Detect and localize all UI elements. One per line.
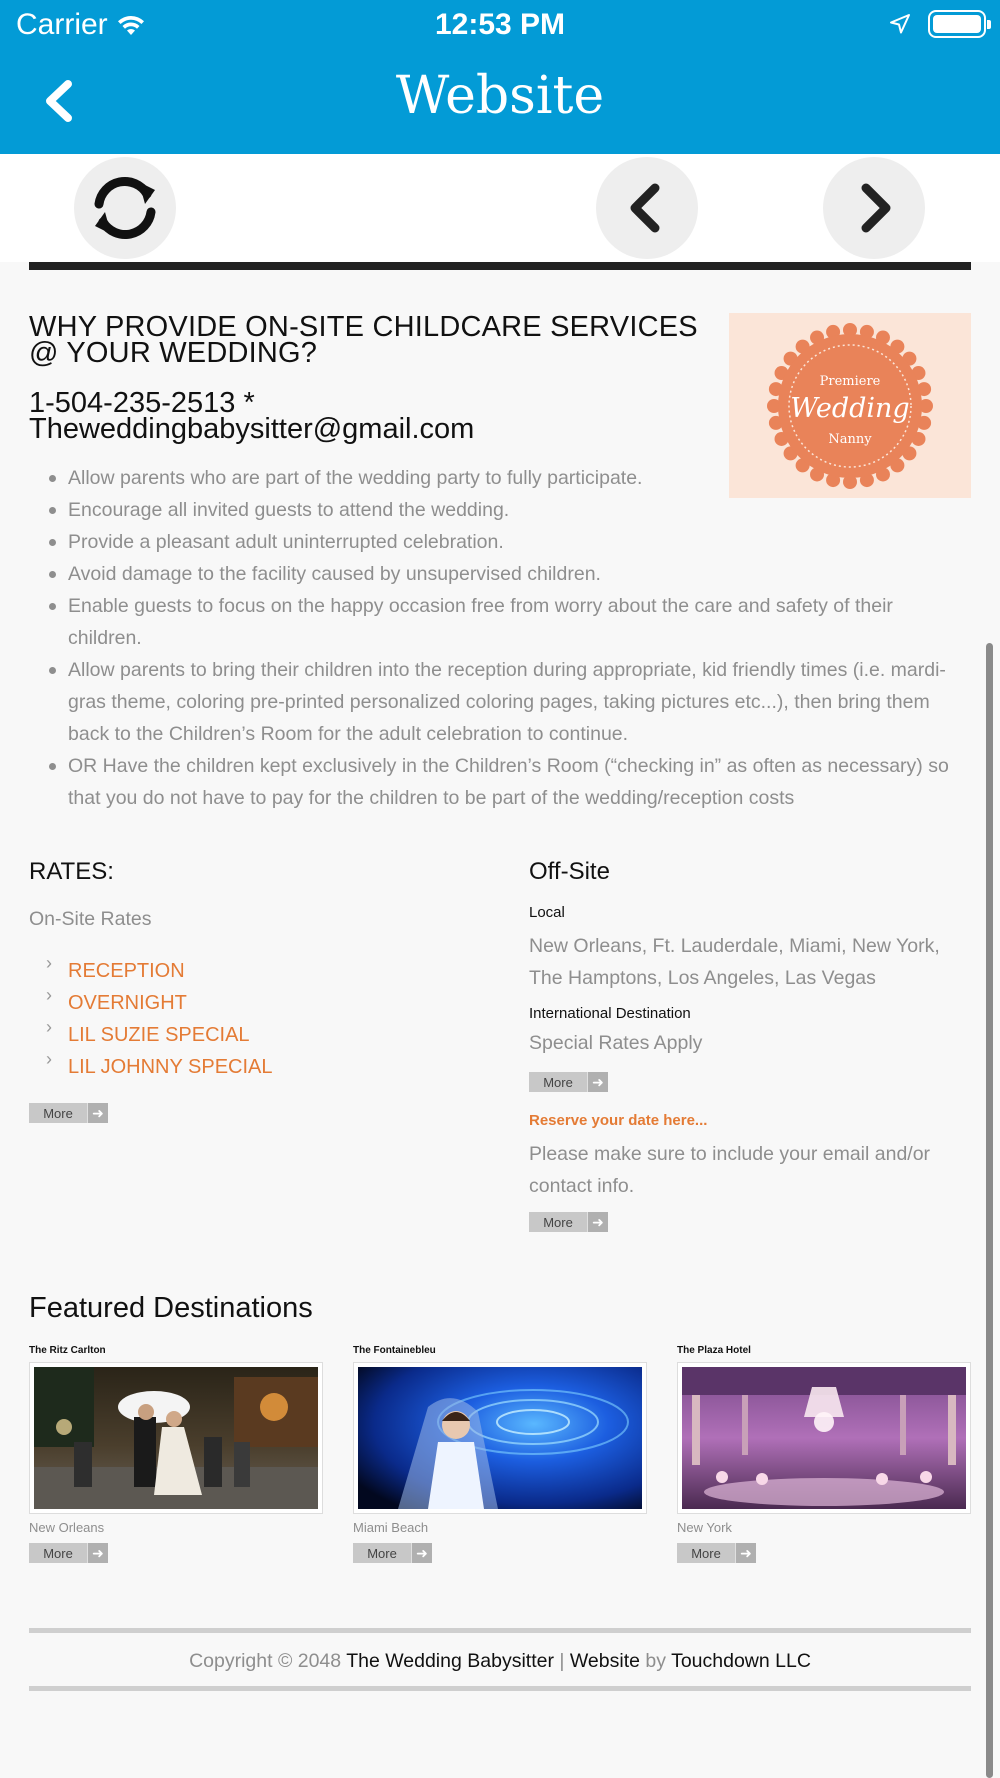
badge-top-text: Premiere bbox=[819, 373, 881, 389]
more-label: More bbox=[543, 1214, 573, 1230]
phone-line[interactable]: 1-504-235-2513 * bbox=[29, 387, 255, 419]
rates-list bbox=[29, 955, 273, 1083]
local-cities: New Orleans, Ft. Lauderdale, Miami, New York, The Hamptons, Los Angeles, Las Vegas bbox=[529, 935, 940, 989]
contact-info bbox=[29, 387, 729, 445]
rate-link-lil-suzie[interactable]: › LIL SUZIE SPECIAL bbox=[29, 1019, 273, 1051]
browser-toolbar bbox=[0, 154, 1000, 262]
destination-name[interactable]: The Plaza Hotel bbox=[677, 1345, 751, 1356]
list-item: Allow parents to bring their children into the reception during appropriate, kid friendly times (i.e. mardi-gras theme, coloring pre-printed personalized coloring pages, taking pictures etc...), then bring them back to the Children’s Room for the adult celebration to continue. bbox=[29, 654, 969, 750]
location-arrow-icon bbox=[888, 12, 912, 36]
website-link[interactable]: Website bbox=[569, 1650, 640, 1672]
footer-by: by bbox=[645, 1650, 666, 1672]
destination-card bbox=[353, 1345, 647, 1563]
international-text: Special Rates Apply bbox=[529, 1032, 703, 1054]
list-item: Provide a pleasant adult uninterrupted celebration. bbox=[29, 526, 969, 558]
onsite-rates-label: On-Site Rates bbox=[29, 908, 152, 930]
arrow-right-icon: ➜ bbox=[735, 1543, 756, 1563]
destination-card bbox=[29, 1345, 323, 1563]
carrier-label: Carrier bbox=[16, 8, 108, 41]
rate-link-lil-johnny[interactable]: › LIL JOHNNY SPECIAL bbox=[29, 1051, 273, 1083]
arrow-right-icon: ➜ bbox=[87, 1543, 108, 1563]
nav-title: Website bbox=[395, 66, 605, 126]
forward-arrow-icon bbox=[844, 178, 904, 238]
page-top-border bbox=[29, 262, 971, 270]
bride-blue-photo bbox=[358, 1367, 642, 1509]
copyright-prefix: Copyright © 2048 bbox=[189, 1650, 342, 1672]
rate-link-overnight[interactable]: › OVERNIGHT bbox=[29, 987, 273, 1019]
destination-name[interactable]: The Fontainebleu bbox=[353, 1345, 436, 1356]
badge-middle-text: Wedding bbox=[790, 392, 910, 424]
company-link[interactable]: Touchdown LLC bbox=[671, 1650, 811, 1672]
footer-copyright bbox=[29, 1650, 971, 1673]
back-arrow-icon bbox=[617, 178, 677, 238]
footer-divider-top bbox=[29, 1628, 971, 1633]
international-label: International Destination bbox=[529, 1005, 691, 1022]
reserve-date-link[interactable]: Reserve your date here... bbox=[529, 1112, 708, 1129]
wedding-street-photo bbox=[34, 1367, 318, 1509]
more-label: More bbox=[43, 1545, 73, 1561]
scrollbar[interactable] bbox=[986, 643, 993, 1778]
offsite-title: Off-Site bbox=[529, 858, 610, 885]
more-label: More bbox=[43, 1105, 73, 1121]
reserve-more-button[interactable] bbox=[529, 1212, 608, 1232]
list-item: Allow parents who are part of the wedding party to fully participate. bbox=[29, 462, 969, 494]
more-label: More bbox=[367, 1545, 397, 1561]
more-label: More bbox=[543, 1074, 573, 1090]
rate-link-reception[interactable]: › RECEPTION bbox=[29, 955, 273, 987]
rates-title: RATES: bbox=[29, 858, 114, 885]
ballroom-photo bbox=[682, 1367, 966, 1509]
list-item: OR Have the children kept exclusively in the Children’s Room (“checking in” as often as necessary) so that you do not have to pay for the children to be part of the wedding/reception costs bbox=[29, 750, 969, 814]
destination-city: Miami Beach bbox=[353, 1520, 429, 1535]
arrow-right-icon: ➜ bbox=[87, 1103, 108, 1123]
refresh-button[interactable] bbox=[74, 157, 176, 259]
app-header bbox=[0, 0, 1000, 154]
arrow-right-icon: ➜ bbox=[587, 1212, 608, 1232]
destination-photo-frame[interactable] bbox=[29, 1362, 323, 1514]
arrow-right-icon: ➜ bbox=[587, 1072, 608, 1092]
browser-forward-button[interactable] bbox=[823, 157, 925, 259]
battery-icon bbox=[928, 10, 986, 38]
destination-city: New York bbox=[677, 1520, 732, 1535]
badge-bottom-text: Nanny bbox=[828, 431, 872, 447]
status-indicators bbox=[888, 10, 986, 38]
footer-divider-bottom bbox=[29, 1686, 971, 1691]
list-item: Encourage all invited guests to attend the wedding. bbox=[29, 494, 969, 526]
reasons-list bbox=[29, 462, 969, 814]
rates-more-button[interactable] bbox=[29, 1103, 108, 1123]
more-label: More bbox=[691, 1545, 721, 1561]
destination-card bbox=[677, 1345, 971, 1563]
email-line[interactable]: Theweddingbabysitter@gmail.com bbox=[29, 413, 475, 445]
list-item: Enable guests to focus on the happy occasion free from worry about the care and safety of their children. bbox=[29, 590, 969, 654]
destination-more-button[interactable] bbox=[677, 1543, 756, 1563]
destination-city: New Orleans bbox=[29, 1520, 105, 1535]
local-label: Local bbox=[529, 904, 565, 921]
destination-name[interactable]: The Ritz Carlton bbox=[29, 1345, 106, 1356]
list-item: Avoid damage to the facility caused by unsupervised children. bbox=[29, 558, 969, 590]
site-name-link[interactable]: The Wedding Babysitter bbox=[346, 1650, 554, 1672]
status-time: 12:53 PM bbox=[434, 8, 566, 41]
destination-photo-frame[interactable] bbox=[677, 1362, 971, 1514]
refresh-icon bbox=[83, 166, 167, 250]
destination-more-button[interactable] bbox=[29, 1543, 108, 1563]
browser-back-button[interactable] bbox=[596, 157, 698, 259]
destination-more-button[interactable] bbox=[353, 1543, 432, 1563]
featured-title: Featured Destinations bbox=[29, 1292, 313, 1324]
offsite-more-button[interactable] bbox=[529, 1072, 608, 1092]
status-bar bbox=[0, 0, 1000, 50]
footer-separator: | bbox=[559, 1650, 565, 1672]
page-heading: WHY PROVIDE ON-SITE CHILDCARE SERVICES @ YOUR WEDDING? bbox=[29, 311, 698, 369]
reserve-instructions: Please make sure to include your email and/or contact info. bbox=[529, 1143, 931, 1197]
destination-photo-frame[interactable] bbox=[353, 1362, 647, 1514]
arrow-right-icon: ➜ bbox=[411, 1543, 432, 1563]
